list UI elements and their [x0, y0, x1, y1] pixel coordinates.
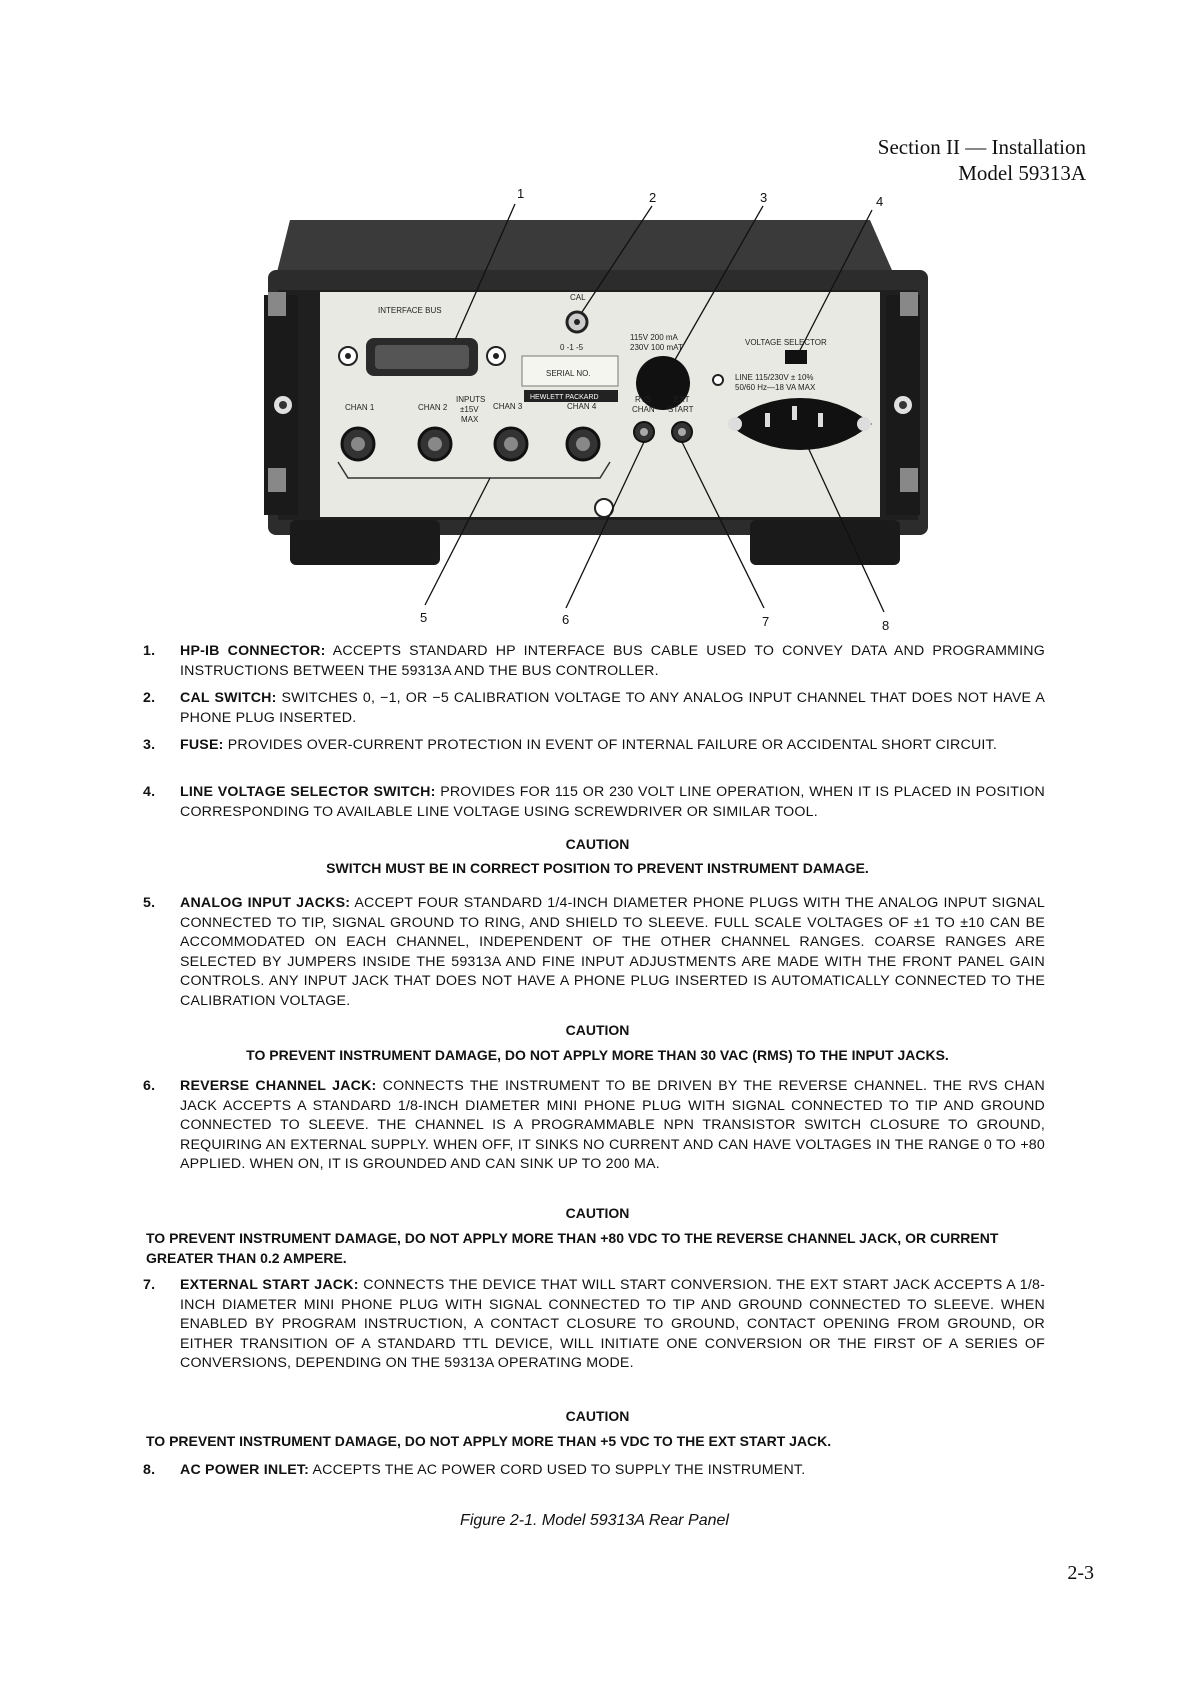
section-title: Section II — Installation: [877, 135, 1086, 159]
svg-text:230V 100 mAT: 230V 100 mAT: [630, 343, 683, 352]
svg-text:RVS: RVS: [635, 395, 652, 404]
item-6-text: CONNECTS THE INSTRUMENT TO BE DRIVEN BY THE REVERSE CHANNEL. THE RVS CHAN JACK ACCEPTS A STANDARD 1/8-INCH DIAMETER MINI PHONE PLUG WITH SIGNAL CONNECTED TO TIP AND GROUND CONNECTED TO SLEEVE. THE CHANNEL IS A PROGRAMMABLE NPN TRANSISTOR SWITCH CLOSURE TO GROUND, REQUIRING AN EXTERNAL SUPPLY. WHEN OFF, IT SINKS NO CURRENT AND CAN HAVE VOLTAGES IN THE RANGE 0 TO +80 APPLIED. WHEN ON, IT IS GROUNDED AND CAN SINK UP TO 200 MA.: [180, 1078, 1045, 1173]
svg-text:HEWLETT PACKARD: HEWLETT PACKARD: [530, 394, 599, 401]
item-7: 7. EXTERNAL START JACK: CONNECTS THE DEVICE THAT WILL START CONVERSION. THE EXT START JACK ACCEPTS A 1/8-INCH DIAMETER MINI PHONE PLUG WITH SIGNAL CONNECTED TO TIP AND GROUND CONNECTED TO SLEEVE. WHEN ENABLED BY PROGRAM INSTRUCTION, A CONTACT CLOSURE TO GROUND, CONTACT OPENING FROM GROUND, OR EITHER TRANSITION OF A STANDARD TTL DEVICE, WILL INITIATE ONE CONVERSION OR THE FIRST OF A SERIES OF CONVERSIONS, DEPENDING ON THE 59313A OPERATING MODE.: [143, 1277, 1045, 1372]
callout-1: 1: [517, 186, 525, 201]
caution-label-1: CAUTION: [565, 836, 630, 852]
svg-text:CHAN 2: CHAN 2: [418, 403, 448, 412]
item-5-text: ACCEPT FOUR STANDARD 1/4-INCH DIAMETER PHONE PLUGS WITH THE ANALOG INPUT SIGNAL CONNECTED TO TIP, SIGNAL GROUND TO RING, AND SHIELD TO SLEEVE. FULL SCALE VOLTAGES OF ±1 TO ±10 CAN BE ACCOMMODATED ON EACH CHANNEL, INDEPENDENT OF THE OTHER CHANNEL RANGES. COARSE RANGES ARE SELECTED BY JUMPERS INSIDE THE 59313A AND FINE INPUT ADJUSTMENTS ARE MADE WITH THE FRONT PANEL GAIN CONTROLS. ANY INPUT JACK THAT DOES NOT HAVE A PHONE PLUG INSERTED IS AUTOMATICALLY CONNECTED TO THE CALIBRATION VOLTAGE.: [180, 895, 1046, 1009]
item-4-term: LINE VOLTAGE SELECTOR SWITCH:: [180, 784, 436, 800]
callout-5: 5: [420, 610, 428, 625]
caution-label-3: CAUTION: [565, 1205, 630, 1221]
caution-text-3: TO PREVENT INSTRUMENT DAMAGE, DO NOT APPLY MORE THAN +80 VDC TO THE REVERSE CHANNEL JACK, OR CURRENT GREATER THAN 0.2 AMPERE.: [146, 1230, 999, 1266]
item-3-term: FUSE:: [180, 737, 224, 753]
svg-text:CHAN 4: CHAN 4: [567, 402, 597, 411]
svg-text:CHAN 3: CHAN 3: [493, 402, 523, 411]
svg-text:115V 200 mA: 115V 200 mA: [630, 333, 678, 342]
item-1: 1. HP-IB CONNECTOR: ACCEPTS STANDARD HP INTERFACE BUS CABLE USED TO CONVEY DATA AND PROGRAMMING INSTRUCTIONS BETWEEN THE 59313A AND THE BUS CONTROLLER.: [143, 643, 1045, 679]
svg-text:INTERFACE BUS: INTERFACE BUS: [378, 306, 442, 315]
callout-6: 6: [562, 612, 570, 627]
callout-4: 4: [876, 194, 884, 209]
callout-3: 3: [760, 190, 768, 205]
svg-text:START: START: [668, 405, 694, 414]
item-7-term: EXTERNAL START JACK:: [180, 1277, 359, 1293]
svg-text:50/60 Hz—18 VA MAX: 50/60 Hz—18 VA MAX: [735, 383, 816, 392]
item-3: 3. FUSE: PROVIDES OVER-CURRENT PROTECTION IN EVENT OF INTERNAL FAILURE OR ACCIDENTAL SHORT CIRCUIT.: [143, 737, 997, 753]
svg-text:CAL: CAL: [570, 293, 586, 302]
item-8-term: AC POWER INLET:: [180, 1462, 310, 1478]
callout-8: 8: [882, 618, 890, 633]
serial-plate: [522, 356, 618, 402]
caution-text-2: TO PREVENT INSTRUMENT DAMAGE, DO NOT APPLY MORE THAN 30 VAC (RMS) TO THE INPUT JACKS.: [246, 1047, 949, 1063]
page-number: 2-3: [1067, 1562, 1094, 1584]
item-5-term: ANALOG INPUT JACKS:: [180, 895, 351, 911]
svg-text:MAX: MAX: [461, 415, 479, 424]
svg-text:LINE 115/230V ± 10%: LINE 115/230V ± 10%: [735, 373, 814, 382]
svg-text:VOLTAGE SELECTOR: VOLTAGE SELECTOR: [745, 338, 827, 347]
svg-text:CHAN: CHAN: [632, 405, 655, 414]
item-4: 4. LINE VOLTAGE SELECTOR SWITCH: PROVIDES FOR 115 OR 230 VOLT LINE OPERATION, WHEN IT IS PLACED IN POSITION CORRESPONDING TO AVAILABLE LINE VOLTAGE USING SCREWDRIVER OR SIMILAR TOOL.: [143, 784, 1045, 820]
item-2-term: CAL SWITCH:: [180, 690, 277, 706]
page-header: [878, 134, 1086, 186]
callout-2: 2: [649, 190, 657, 205]
item-7-text: CONNECTS THE DEVICE THAT WILL START CONVERSION. THE EXT START JACK ACCEPTS A 1/8-INCH DIAMETER MINI PHONE PLUG WITH SIGNAL CONNECTED TO TIP AND GROUND CONNECTED TO SLEEVE. WHEN ENABLED BY PROGRAM INSTRUCTION, A CONTACT CLOSURE TO GROUND, CONTACT OPENING FROM GROUND, OR EITHER TRANSITION OF A STANDARD TTL DEVICE, WILL INITIATE ONE CONVERSION OR THE FIRST OF A SERIES OF CONVERSIONS, DEPENDING ON THE 59313A OPERATING MODE.: [180, 1277, 1045, 1372]
caution-text-4: TO PREVENT INSTRUMENT DAMAGE, DO NOT APPLY MORE THAN +5 VDC TO THE EXT START JACK.: [146, 1433, 832, 1449]
item-3-text: PROVIDES OVER-CURRENT PROTECTION IN EVENT OF INTERNAL FAILURE OR ACCIDENTAL SHORT CIRCUIT.: [227, 737, 997, 753]
caution-label-2: CAUTION: [565, 1022, 630, 1038]
item-5: 5. ANALOG INPUT JACKS: ACCEPT FOUR STANDARD 1/4-INCH DIAMETER PHONE PLUGS WITH THE ANALOG INPUT SIGNAL CONNECTED TO TIP, SIGNAL GROUND TO RING, AND SHIELD TO SLEEVE. FULL SCALE VOLTAGES OF ±1 TO ±10 CAN BE ACCOMMODATED ON EACH CHANNEL, INDEPENDENT OF THE OTHER CHANNEL RANGES. COARSE RANGES ARE SELECTED BY JUMPERS INSIDE THE 59313A AND FINE INPUT ADJUSTMENTS ARE MADE WITH THE FRONT PANEL GAIN CONTROLS. ANY INPUT JACK THAT DOES NOT HAVE A PHONE PLUG INSERTED IS AUTOMATICALLY CONNECTED TO THE CALIBRATION VOLTAGE.: [143, 895, 1046, 1009]
figure-caption: Figure 2-1. Model 59313A Rear Panel: [460, 1512, 729, 1529]
item-1-term: HP-IB CONNECTOR:: [180, 643, 326, 659]
item-4-text: PROVIDES FOR 115 OR 230 VOLT LINE OPERATION, WHEN IT IS PLACED IN POSITION CORRESPONDING TO AVAILABLE LINE VOLTAGE USING SCREWDRIVER OR SIMILAR TOOL.: [180, 784, 1045, 820]
caution-text-1: SWITCH MUST BE IN CORRECT POSITION TO PREVENT INSTRUMENT DAMAGE.: [326, 860, 869, 876]
item-6-term: REVERSE CHANNEL JACK:: [180, 1078, 377, 1094]
svg-text:0 -1 -5: 0 -1 -5: [560, 343, 584, 352]
item-2-text: SWITCHES 0, −1, OR −5 CALIBRATION VOLTAGE TO ANY ANALOG INPUT CHANNEL THAT DOES NOT HAVE A PHONE PLUG INSERTED.: [180, 690, 1045, 726]
caution-label-4: CAUTION: [565, 1408, 630, 1424]
svg-text:±15V: ±15V: [460, 405, 479, 414]
svg-text:CHAN 1: CHAN 1: [345, 403, 375, 412]
svg-text:SERIAL NO.: SERIAL NO.: [546, 369, 591, 378]
svg-text:EXT: EXT: [674, 395, 690, 404]
item-1-text: ACCEPTS STANDARD HP INTERFACE BUS CABLE USED TO CONVEY DATA AND PROGRAMMING INSTRUCTIONS BETWEEN THE 59313A AND THE BUS CONTROLLER.: [180, 643, 1045, 679]
callout-7: 7: [762, 614, 770, 629]
item-6: 6. REVERSE CHANNEL JACK: CONNECTS THE INSTRUMENT TO BE DRIVEN BY THE REVERSE CHANNEL. THE RVS CHAN JACK ACCEPTS A STANDARD 1/8-INCH DIAMETER MINI PHONE PLUG WITH SIGNAL CONNECTED TO TIP AND GROUND CONNECTED TO SLEEVE. THE CHANNEL IS A PROGRAMMABLE NPN TRANSISTOR SWITCH CLOSURE TO GROUND, REQUIRING AN EXTERNAL SUPPLY. WHEN OFF, IT SINKS NO CURRENT AND CAN HAVE VOLTAGES IN THE RANGE 0 TO +80 APPLIED. WHEN ON, IT IS GROUNDED AND CAN SINK UP TO 200 MA.: [143, 1078, 1045, 1173]
item-8: 8. AC POWER INLET: ACCEPTS THE AC POWER CORD USED TO SUPPLY THE INSTRUMENT.: [143, 1462, 806, 1478]
model-title: Model 59313A: [958, 161, 1086, 185]
rear-panel-figure: [0, 180, 1189, 635]
item-2: 2. CAL SWITCH: SWITCHES 0, −1, OR −5 CALIBRATION VOLTAGE TO ANY ANALOG INPUT CHANNEL THAT DOES NOT HAVE A PHONE PLUG INSERTED.: [143, 690, 1045, 726]
item-8-text: ACCEPTS THE AC POWER CORD USED TO SUPPLY THE INSTRUMENT.: [312, 1462, 806, 1478]
svg-text:INPUTS: INPUTS: [456, 395, 486, 404]
